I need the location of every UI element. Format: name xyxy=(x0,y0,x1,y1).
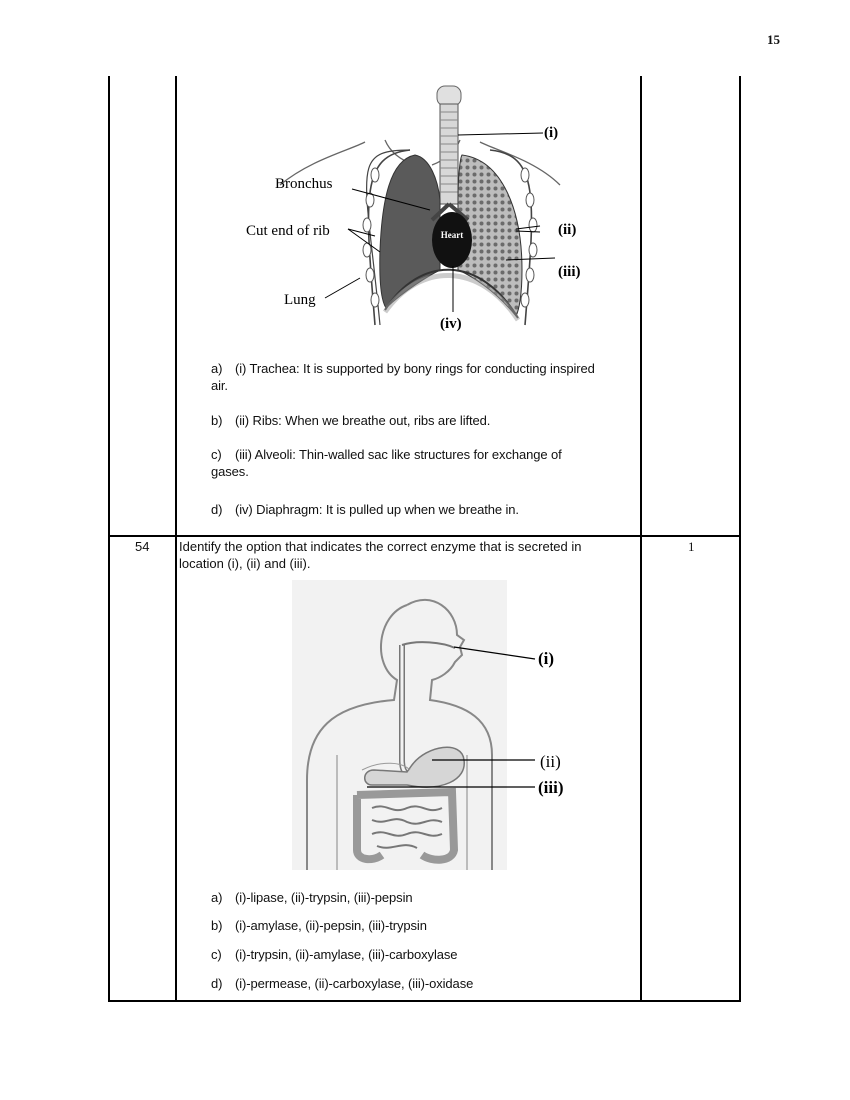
digestive-system-diagram xyxy=(292,580,582,870)
option-letter: b) xyxy=(211,918,223,933)
option-text-continued: gases. xyxy=(211,464,249,479)
option-letter: d) xyxy=(211,502,223,517)
q54-option-d xyxy=(211,975,473,992)
option-text: (i)-trypsin, (ii)-amylase, (iii)-carboxylase xyxy=(235,947,458,962)
q53-option-a xyxy=(211,360,636,394)
option-letter: c) xyxy=(211,947,222,962)
option-text: (i) Trachea: It is supported by bony rings for conducting inspired xyxy=(235,361,595,376)
q54-option-a xyxy=(211,889,413,906)
q53-option-d xyxy=(211,501,519,518)
diagram-label-iii: (iii) xyxy=(558,264,581,280)
table-row-divider xyxy=(108,535,741,537)
diagram-label-ii: (ii) xyxy=(540,752,561,771)
diagram-label-cut-end-of-rib: Cut end of rib xyxy=(246,223,330,239)
diagram-label-bronchus: Bronchus xyxy=(275,176,333,192)
heart-label: Heart xyxy=(440,230,464,240)
diagram-label-i: (i) xyxy=(538,649,555,668)
table-col-divider-2 xyxy=(640,76,642,1002)
option-letter: d) xyxy=(211,976,223,991)
option-text: (i)-amylase, (ii)-pepsin, (iii)-trypsin xyxy=(235,918,427,933)
option-letter: a) xyxy=(211,361,223,376)
option-text: (i)-permease, (ii)-carboxylase, (iii)-oxidase xyxy=(235,976,474,991)
diagram-label-iv: (iv) xyxy=(440,316,462,332)
question-line-2: location (i), (ii) and (iii). xyxy=(179,556,311,571)
option-text-continued: air. xyxy=(211,378,228,393)
diagram-label-ii: (ii) xyxy=(558,222,577,238)
q54-option-c xyxy=(211,946,457,963)
option-letter: a) xyxy=(211,890,223,905)
option-text: (iii) Alveoli: Thin-walled sac like structures for exchange of xyxy=(235,447,562,462)
diagram-label-i: (i) xyxy=(544,125,559,141)
table-col-divider-1 xyxy=(175,76,177,1002)
question-marks: 1 xyxy=(688,539,695,554)
option-text: (iv) Diaphragm: It is pulled up when we breathe in. xyxy=(235,502,519,517)
respiratory-system-diagram xyxy=(240,80,600,336)
diagram-label-iii: (iii) xyxy=(538,778,564,797)
table-border-bottom xyxy=(108,1000,741,1002)
question-line-1: Identify the option that indicates the correct enzyme that is secreted in xyxy=(179,539,582,554)
diagram-label-lung: Lung xyxy=(284,292,316,308)
option-letter: b) xyxy=(211,413,223,428)
q53-option-b xyxy=(211,412,490,429)
question-text xyxy=(179,538,634,572)
option-text: (i)-lipase, (ii)-trypsin, (iii)-pepsin xyxy=(235,890,413,905)
q54-option-b xyxy=(211,917,427,934)
question-number: 54 xyxy=(135,539,150,554)
option-text: (ii) Ribs: When we breathe out, ribs are lifted. xyxy=(235,413,491,428)
option-letter: c) xyxy=(211,447,222,462)
q53-option-c xyxy=(211,446,636,480)
table-border-right xyxy=(739,76,741,1002)
table-border-left xyxy=(108,76,110,1002)
page-number: 15 xyxy=(767,32,780,47)
